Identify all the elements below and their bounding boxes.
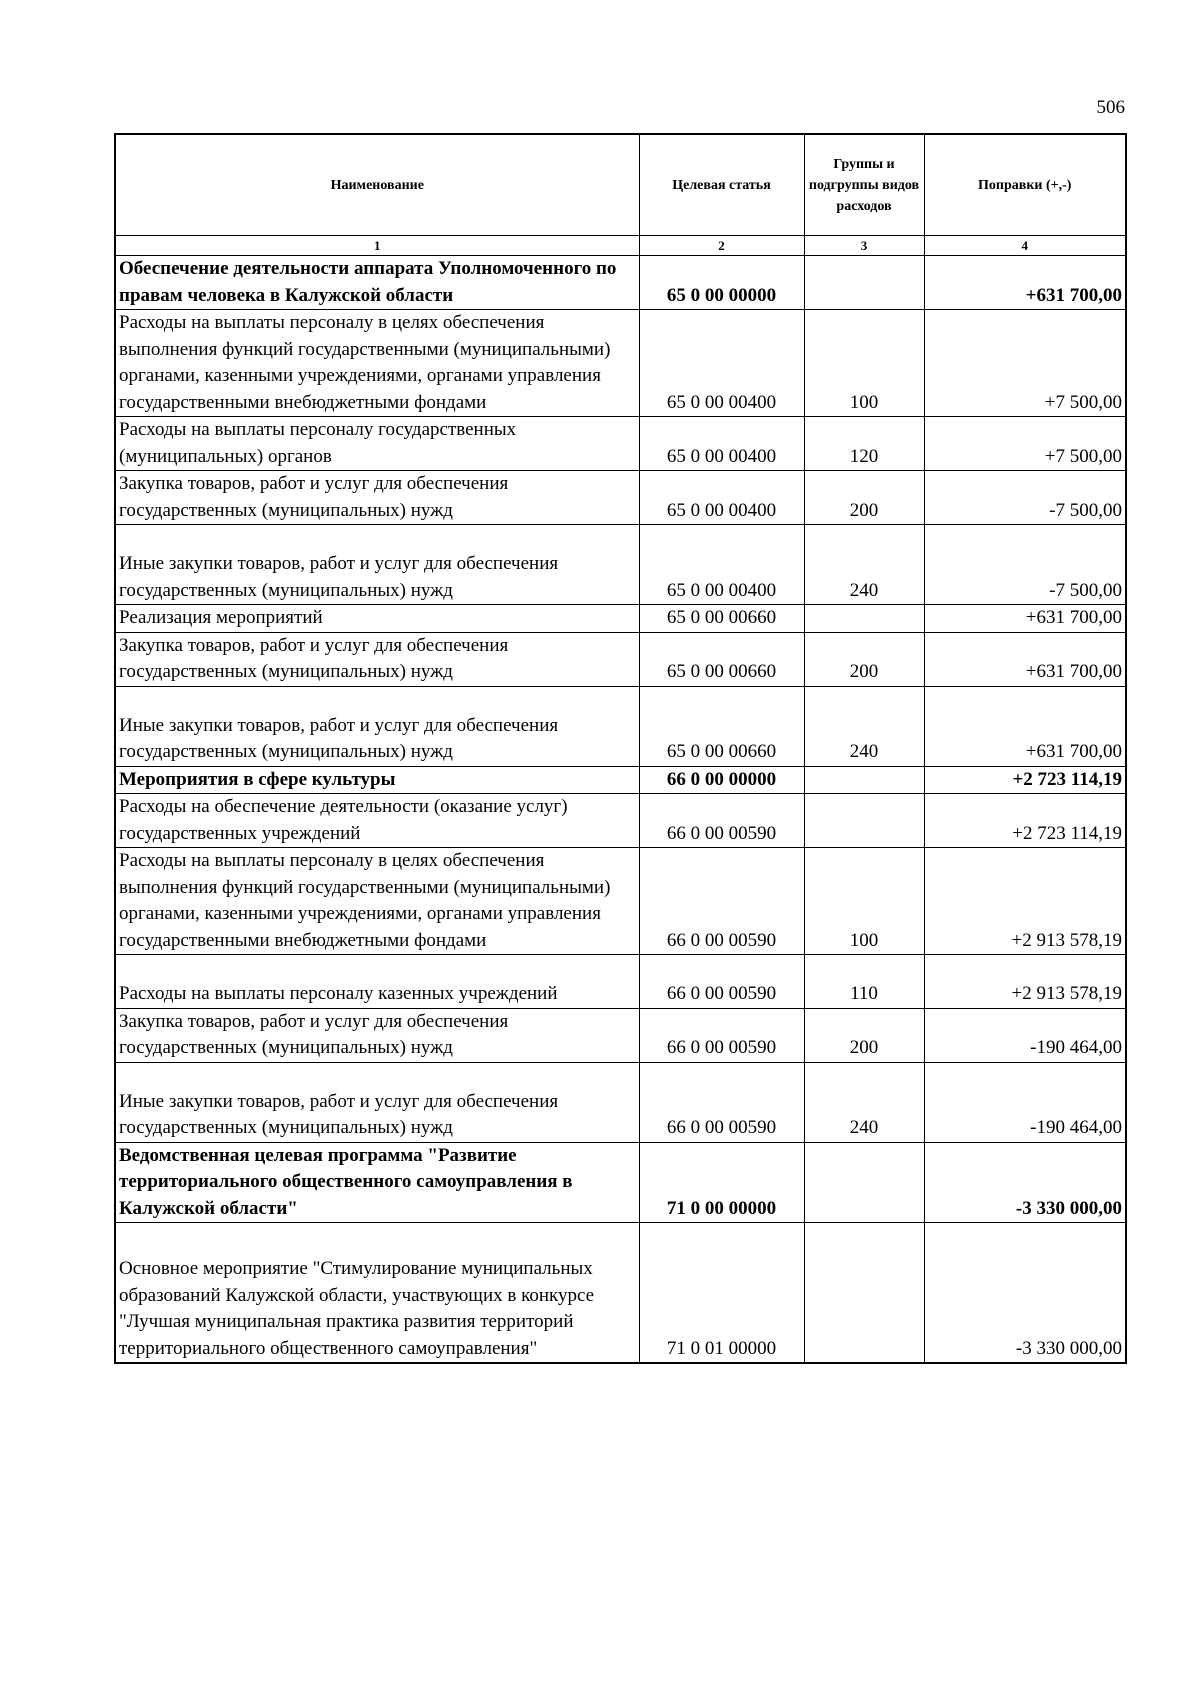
row-amendment-cell: +631 700,00 (924, 632, 1126, 686)
row-target-article-cell: 71 0 00 00000 (639, 1142, 804, 1223)
row-target-article-cell: 65 0 00 00000 (639, 256, 804, 310)
row-expense-group-cell (804, 605, 924, 633)
row-name-cell: Закупка товаров, работ и услуг для обеспечения государственных (муниципальных) нужд (115, 471, 639, 525)
table-row (115, 525, 1126, 605)
row-amendment-cell: -7 500,00 (924, 525, 1126, 605)
row-target-article-cell: 65 0 00 00400 (639, 525, 804, 605)
row-target-article-cell: 66 0 00 00000 (639, 766, 804, 794)
table-row (115, 605, 1126, 633)
row-amendment-cell: -190 464,00 (924, 1062, 1126, 1142)
row-expense-group-cell (804, 256, 924, 310)
row-name-cell: Расходы на выплаты персоналу в целях обеспечения выполнения функций государственными (муниципальными) органами, казенными учреждениями, органами управления государственными внебюджетными фондами (115, 848, 639, 955)
row-target-article-cell: 65 0 00 00660 (639, 605, 804, 633)
row-target-article-cell: 66 0 00 00590 (639, 955, 804, 1009)
row-name-cell: Основное мероприятие "Стимулирование муниципальных образований Калужской области, участвующих в конкурсе "Лучшая муниципальная практика развития территорий территориального общественного самоуправления" (115, 1223, 639, 1364)
row-amendment-cell: -3 330 000,00 (924, 1223, 1126, 1364)
table-row (115, 471, 1126, 525)
row-target-article-cell: 65 0 00 00660 (639, 686, 804, 766)
row-expense-group-cell (804, 1223, 924, 1364)
row-target-article-cell: 65 0 00 00400 (639, 417, 804, 471)
column-index: 2 (639, 236, 804, 256)
row-amendment-cell: +7 500,00 (924, 310, 1126, 417)
row-expense-group-cell (804, 1142, 924, 1223)
table-row (115, 417, 1126, 471)
column-header-expense-groups: Группы и подгруппы видов расходов (804, 134, 924, 236)
column-index: 1 (115, 236, 639, 256)
row-expense-group-cell: 120 (804, 417, 924, 471)
row-name-cell: Ведомственная целевая программа "Развитие территориального общественного самоуправления в Калужской области" (115, 1142, 639, 1223)
row-target-article-cell: 66 0 00 00590 (639, 794, 804, 848)
row-name-cell: Расходы на выплаты персоналу государственных (муниципальных) органов (115, 417, 639, 471)
row-amendment-cell: +2 913 578,19 (924, 848, 1126, 955)
row-target-article-cell: 66 0 00 00590 (639, 1062, 804, 1142)
row-amendment-cell: -7 500,00 (924, 471, 1126, 525)
row-expense-group-cell (804, 766, 924, 794)
row-name-cell: Иные закупки товаров, работ и услуг для обеспечения государственных (муниципальных) нужд (115, 686, 639, 766)
row-amendment-cell: +7 500,00 (924, 417, 1126, 471)
row-name-cell: Реализация мероприятий (115, 605, 639, 633)
table-row (115, 1008, 1126, 1062)
row-amendment-cell: +2 723 114,19 (924, 766, 1126, 794)
row-amendment-cell: +2 723 114,19 (924, 794, 1126, 848)
table-row (115, 766, 1126, 794)
row-amendment-cell: -3 330 000,00 (924, 1142, 1126, 1223)
table-row (115, 848, 1126, 955)
table-row (115, 256, 1126, 310)
row-expense-group-cell (804, 794, 924, 848)
row-name-cell: Обеспечение деятельности аппарата Уполномоченного по правам человека в Калужской области (115, 256, 639, 310)
table-row (115, 1142, 1126, 1223)
table-row (115, 794, 1126, 848)
table-row (115, 686, 1126, 766)
row-expense-group-cell: 200 (804, 471, 924, 525)
row-amendment-cell: -190 464,00 (924, 1008, 1126, 1062)
table-row (115, 310, 1126, 417)
column-index: 4 (924, 236, 1126, 256)
page-number: 506 (1096, 97, 1125, 118)
row-name-cell: Расходы на обеспечение деятельности (оказание услуг) государственных учреждений (115, 794, 639, 848)
column-header-amendments: Поправки (+,-) (924, 134, 1126, 236)
row-expense-group-cell: 240 (804, 686, 924, 766)
row-target-article-cell: 65 0 00 00400 (639, 471, 804, 525)
row-expense-group-cell: 200 (804, 632, 924, 686)
row-target-article-cell: 66 0 00 00590 (639, 848, 804, 955)
column-index-row (115, 236, 1126, 256)
row-name-cell: Мероприятия в сфере культуры (115, 766, 639, 794)
row-expense-group-cell: 200 (804, 1008, 924, 1062)
table-header-row (115, 134, 1126, 236)
column-header-target-article: Целевая статья (639, 134, 804, 236)
table-row (115, 955, 1126, 1009)
row-target-article-cell: 66 0 00 00590 (639, 1008, 804, 1062)
row-expense-group-cell: 110 (804, 955, 924, 1009)
table-body (115, 256, 1126, 1364)
row-amendment-cell: +2 913 578,19 (924, 955, 1126, 1009)
row-target-article-cell: 71 0 01 00000 (639, 1223, 804, 1364)
column-header-name: Наименование (115, 134, 639, 236)
row-name-cell: Иные закупки товаров, работ и услуг для обеспечения государственных (муниципальных) нужд (115, 1062, 639, 1142)
budget-amendments-table (114, 133, 1127, 1364)
row-amendment-cell: +631 700,00 (924, 256, 1126, 310)
row-target-article-cell: 65 0 00 00660 (639, 632, 804, 686)
table-row (115, 632, 1126, 686)
row-expense-group-cell: 240 (804, 1062, 924, 1142)
row-expense-group-cell: 240 (804, 525, 924, 605)
row-name-cell: Расходы на выплаты персоналу казенных учреждений (115, 955, 639, 1009)
row-name-cell: Закупка товаров, работ и услуг для обеспечения государственных (муниципальных) нужд (115, 1008, 639, 1062)
column-index: 3 (804, 236, 924, 256)
row-expense-group-cell: 100 (804, 310, 924, 417)
row-amendment-cell: +631 700,00 (924, 686, 1126, 766)
table-row (115, 1062, 1126, 1142)
row-name-cell: Расходы на выплаты персоналу в целях обеспечения выполнения функций государственными (муниципальными) органами, казенными учреждениями, органами управления государственными внебюджетными фондами (115, 310, 639, 417)
row-amendment-cell: +631 700,00 (924, 605, 1126, 633)
row-target-article-cell: 65 0 00 00400 (639, 310, 804, 417)
row-name-cell: Закупка товаров, работ и услуг для обеспечения государственных (муниципальных) нужд (115, 632, 639, 686)
row-name-cell: Иные закупки товаров, работ и услуг для обеспечения государственных (муниципальных) нужд (115, 525, 639, 605)
row-expense-group-cell: 100 (804, 848, 924, 955)
table-row (115, 1223, 1126, 1364)
